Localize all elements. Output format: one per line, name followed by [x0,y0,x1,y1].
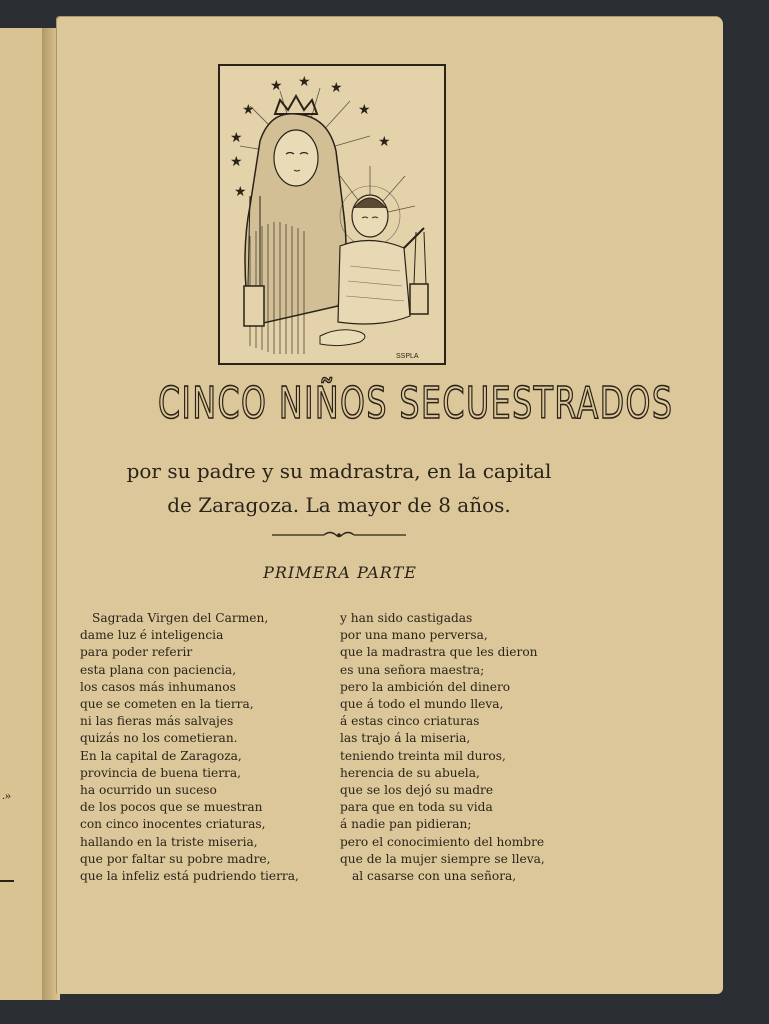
poem-line: por una mano perversa, [340,628,488,643]
poem-line: de los pocos que se muestran [80,800,263,815]
poem-line: que de la mujer siempre se lleva, [340,851,545,866]
poem-line: hallando en la triste miseria, [80,834,258,849]
poem-line: dame luz é inteligencia [80,628,224,643]
decorative-ornament [272,530,406,540]
poem-line: Sagrada Virgen del Carmen, [92,611,269,625]
poem-line: para que en toda su vida [340,800,493,815]
poem-line: quizás no los cometieran. [80,731,238,746]
poem-line: que se los dejó su madre [340,783,494,798]
left-page-rule [0,880,14,882]
poem-line: herencia de su abuela, [340,765,480,780]
svg-text:★: ★ [242,102,255,118]
poem-line: que por faltar su pobre madre, [80,851,271,866]
poem-line: pero la ambición del dinero [340,679,511,694]
page-title-text: CINCO NIÑOS SECUESTRADOS [158,378,674,429]
poem-line: que la infeliz está pudriendo tierra, [80,869,299,884]
svg-text:★: ★ [270,78,283,94]
poem-line: y han sido castigadas [340,611,473,625]
page-title [158,378,674,429]
poem-right-column [340,610,545,885]
subtitle-line-1: por su padre y su madrastra, en la capital [126,459,552,483]
svg-text:★: ★ [230,154,243,170]
page-subtitle [64,454,614,522]
poem-line: á nadie pan pidieran; [340,817,472,832]
poem-line: pero el conocimiento del hombre [340,834,545,849]
poem-line: que se cometen en la tierra, [80,697,254,712]
poem-line: ha ocurrido un suceso [80,783,217,798]
svg-text:★: ★ [330,80,343,96]
poem-line: que la madrastra que les dieron [340,645,538,660]
poem-line: provincia de buena tierra, [80,765,242,780]
poem-line: para poder referir [80,645,193,660]
poem-line: los casos más inhumanos [80,679,236,694]
poem-line: con cinco inocentes criaturas, [80,817,266,832]
section-heading: PRIMERA PARTE [263,563,417,582]
poem-line: que á todo el mundo lleva, [340,697,504,712]
engraving-signature: SSPLA [396,353,419,360]
poem-line: las trajo á la miseria, [340,731,471,746]
svg-text:★: ★ [230,130,243,146]
svg-text:★: ★ [358,102,371,118]
poem-left-column [80,610,299,885]
svg-text:★: ★ [378,134,391,150]
svg-text:★: ★ [298,74,311,90]
poem-line: ni las fieras más salvajes [80,714,234,729]
virgin-and-child-engraving [218,64,446,365]
left-page-fragment: .» [2,788,11,802]
poem-line: es una señora maestra; [340,662,485,677]
subtitle-line-2: de Zaragoza. La mayor de 8 años. [167,493,511,517]
poem-line: al casarse con una señora, [352,869,517,884]
poem-line: á estas cinco criaturas [340,714,480,729]
poem-line: teniendo treinta mil duros, [340,748,506,763]
svg-text:★: ★ [234,184,247,200]
engraving-image [220,66,444,363]
poem-line: esta plana con paciencia, [80,662,237,677]
poem-line: En la capital de Zaragoza, [80,748,242,763]
